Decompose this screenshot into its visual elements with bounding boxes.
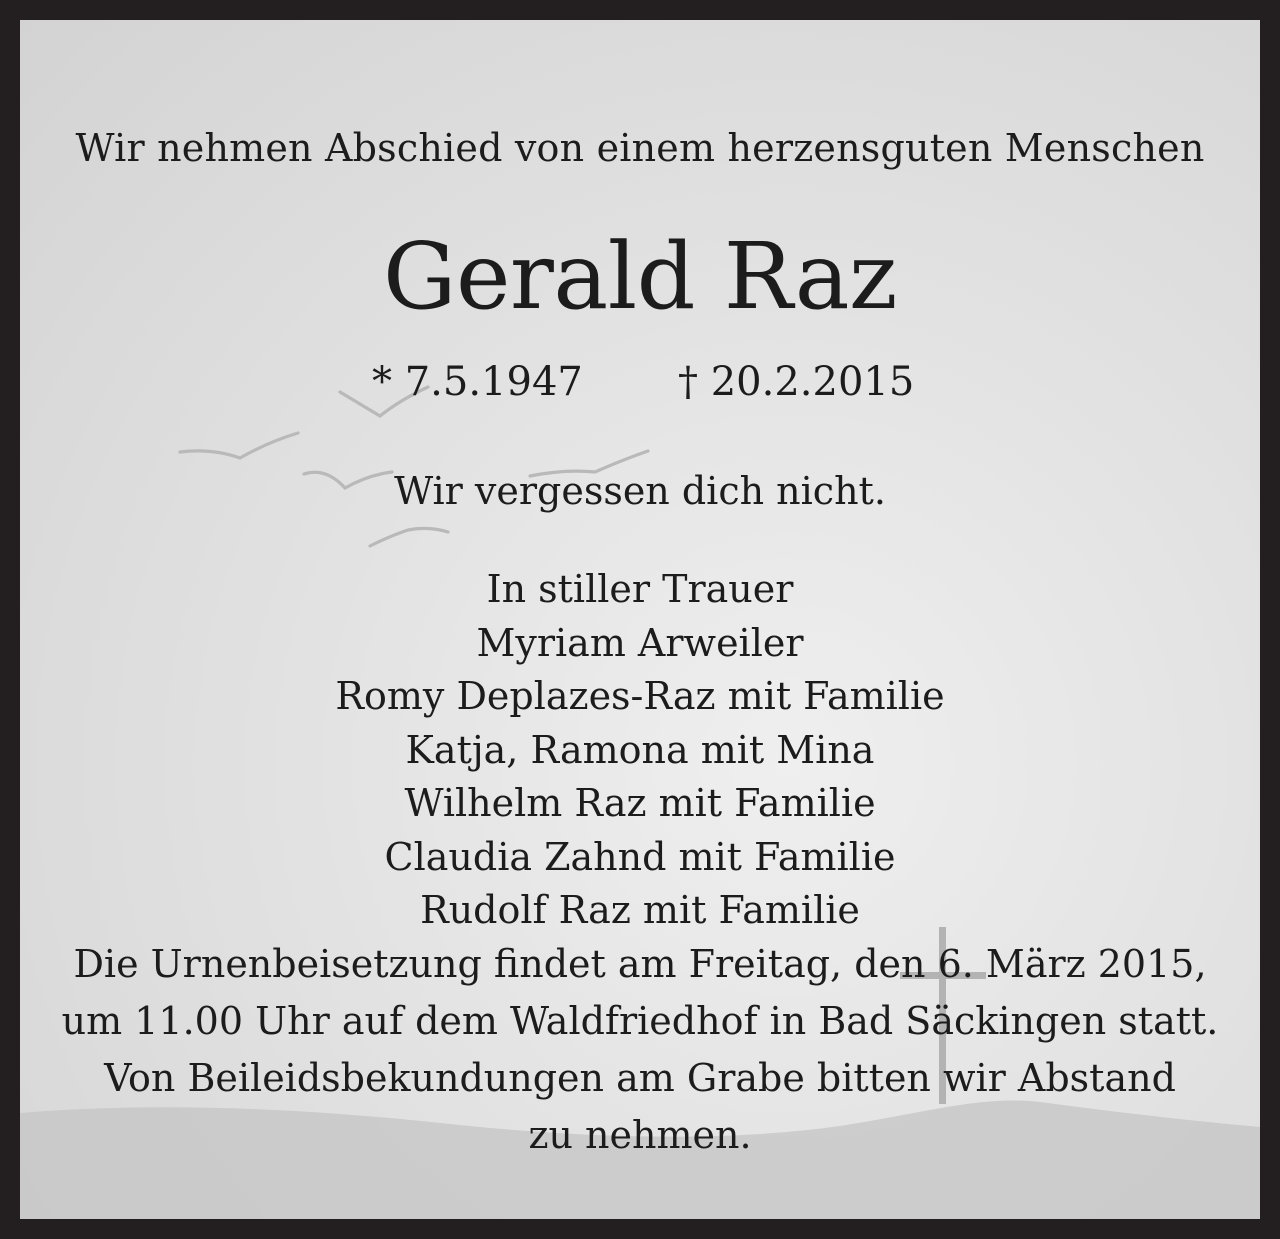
funeral-line: Von Beileidsbekundungen am Grabe bitten wir Abstand xyxy=(104,1056,1176,1100)
mourner-name: Claudia Zahnd mit Familie xyxy=(384,834,896,879)
mourner-name: Romy Deplazes-Raz mit Familie xyxy=(335,674,945,718)
bird-icon xyxy=(370,528,448,546)
death-date: † 20.2.2015 xyxy=(678,359,915,405)
mourners-list xyxy=(20,563,1260,938)
funeral-line: zu nehmen. xyxy=(528,1113,752,1157)
mourner-name: Wilhelm Raz mit Familie xyxy=(404,781,876,825)
deceased-name: Gerald Raz xyxy=(382,223,898,330)
mourner-name: Katja, Ramona mit Mina xyxy=(405,727,875,772)
motto-text: Wir vergessen dich nicht. xyxy=(394,469,886,513)
mourner-name: Rudolf Raz mit Familie xyxy=(420,888,860,932)
mourners-heading: In stiller Trauer xyxy=(486,567,794,611)
intro-text: Wir nehmen Abschied von einem herzensguten Menschen xyxy=(75,126,1205,170)
mourner-name: Myriam Arweiler xyxy=(476,620,804,665)
funeral-details xyxy=(20,936,1260,1164)
funeral-line: Die Urnenbeisetzung findet am Freitag, den 6. März 2015, xyxy=(73,942,1207,986)
funeral-line: um 11.00 Uhr auf dem Waldfriedhof in Bad Säckingen statt. xyxy=(61,999,1219,1043)
bird-icon xyxy=(180,433,298,458)
birth-date: * 7.5.1947 xyxy=(372,359,583,405)
